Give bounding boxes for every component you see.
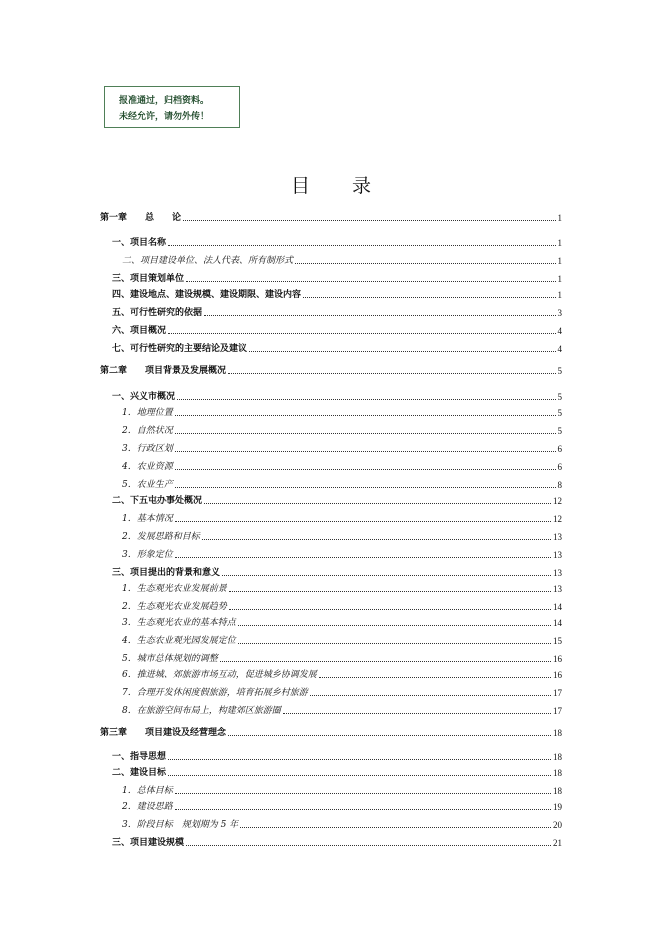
toc-entry-label: 第一章 总 论 <box>100 213 182 223</box>
toc-entry-label: 6．推进城、郊旅游市场互动，促进城乡协调发展 <box>122 670 317 680</box>
toc-entry-page: 4 <box>557 344 562 354</box>
toc-entry-label: 5．农业生产 <box>122 480 173 490</box>
toc-leader-dots <box>229 608 551 610</box>
toc-entry[interactable] <box>100 234 562 248</box>
toc-entry-page: 12 <box>553 514 562 524</box>
toc-leader-dots <box>183 219 555 221</box>
toc-entry-label: 二、下五屯办事处概况 <box>112 496 203 506</box>
toc-leader-dots <box>168 332 555 334</box>
toc-leader-dots <box>204 314 555 316</box>
toc-entry-label: 8．在旅游空间布局上，构建郊区旅游圈 <box>122 706 281 716</box>
toc-entry-page: 4 <box>557 326 562 336</box>
confidential-notice-box <box>104 86 240 128</box>
toc-entry[interactable] <box>100 724 562 738</box>
notice-line-1: 报准通过，归档资料。 <box>119 96 210 106</box>
toc-entry-label: 四、建设地点、建设规模、建设期限、建设内容 <box>112 290 302 300</box>
toc-entry[interactable] <box>100 510 562 524</box>
toc-leader-dots <box>168 758 551 760</box>
toc-entry-label: 五、可行性研究的依据 <box>112 308 203 318</box>
toc-entry[interactable] <box>100 528 562 542</box>
toc-leader-dots <box>238 642 551 644</box>
toc-entry-label: 六、项目概况 <box>112 326 167 336</box>
toc-entry[interactable] <box>100 650 562 664</box>
toc-leader-dots <box>238 624 551 626</box>
toc-leader-dots <box>186 280 555 282</box>
toc-entry[interactable] <box>100 270 562 284</box>
toc-entry-label: 5．城市总体规划的调整 <box>122 654 218 664</box>
toc-entry-label: 二、建设目标 <box>112 768 167 778</box>
toc-entry[interactable] <box>100 782 562 796</box>
toc-entry-page: 5 <box>557 408 562 418</box>
toc-leader-dots <box>175 468 556 470</box>
toc-leader-dots <box>168 244 555 246</box>
toc-leader-dots <box>168 774 551 776</box>
toc-leader-dots <box>175 808 551 810</box>
toc-entry-page: 13 <box>553 532 562 542</box>
toc-entry-label: 一、项目名称 <box>112 238 167 248</box>
toc-entry-label: 三、项目提出的背景和意义 <box>112 568 221 578</box>
toc-entry[interactable] <box>100 702 562 716</box>
toc-entry-page: 1 <box>557 274 562 284</box>
toc-entry[interactable] <box>100 422 562 436</box>
toc-entry-page: 21 <box>553 838 562 848</box>
toc-entry-label: 第三章 项目建设及经营理念 <box>100 728 227 738</box>
toc-entry-label: 2．自然状况 <box>122 426 173 436</box>
toc-entry-label: 4．农业资源 <box>122 462 173 472</box>
toc-entry-page: 5 <box>557 426 562 436</box>
toc-leader-dots <box>175 486 556 488</box>
toc-entry[interactable] <box>100 632 562 646</box>
toc-entry[interactable] <box>100 580 562 594</box>
toc-entry-page: 8 <box>557 480 562 490</box>
toc-entry-page: 1 <box>557 213 562 223</box>
toc-entry[interactable] <box>100 684 562 698</box>
toc-entry[interactable] <box>100 816 562 830</box>
toc-entry-label: 3．生态观光农业的基本特点 <box>122 618 236 628</box>
toc-entry-page: 5 <box>557 392 562 402</box>
toc-entry-page: 19 <box>553 802 562 812</box>
toc-entry[interactable] <box>100 546 562 560</box>
toc-entry-page: 13 <box>553 584 562 594</box>
toc-entry-label: 1．地理位置 <box>122 408 173 418</box>
toc-entry[interactable] <box>100 340 562 354</box>
toc-leader-dots <box>220 660 551 662</box>
toc-entry-page: 18 <box>553 768 562 778</box>
toc-entry-label: 一、指导思想 <box>112 752 167 762</box>
toc-entry[interactable] <box>100 476 562 490</box>
toc-entry[interactable] <box>100 252 562 266</box>
toc-entry[interactable] <box>100 614 562 628</box>
toc-entry-page: 1 <box>557 238 562 248</box>
toc-entry-page: 5 <box>557 366 562 376</box>
toc-leader-dots <box>186 844 551 846</box>
toc-leader-dots <box>175 432 556 434</box>
toc-entry-label: 第二章 项目背景及发展概况 <box>100 366 227 376</box>
toc-entry[interactable] <box>100 388 562 402</box>
toc-entry-label: 2．发展思路和目标 <box>122 532 200 542</box>
toc-leader-dots <box>283 712 551 714</box>
toc-entry-page: 3 <box>557 308 562 318</box>
toc-entry[interactable] <box>100 209 562 223</box>
toc-entry-page: 1 <box>557 256 562 266</box>
toc-entry-label: 4．生态农业观光园发展定位 <box>122 636 236 646</box>
page-title: 目录 <box>290 175 413 197</box>
toc-leader-dots <box>175 414 556 416</box>
toc-leader-dots <box>202 538 551 540</box>
toc-entry-page: 17 <box>553 706 562 716</box>
toc-entry-label: 三、项目建设规模 <box>112 838 185 848</box>
toc-entry[interactable] <box>100 798 562 812</box>
toc-entry-page: 1 <box>557 290 562 300</box>
toc-entry-page: 16 <box>553 654 562 664</box>
toc-leader-dots <box>295 262 555 264</box>
toc-entry[interactable] <box>100 598 562 612</box>
toc-entry-page: 16 <box>553 670 562 680</box>
toc-entry[interactable] <box>100 666 562 680</box>
toc-leader-dots <box>310 694 551 696</box>
toc-entry-page: 14 <box>553 618 562 628</box>
toc-entry-page: 18 <box>553 786 562 796</box>
toc-entry-label: 七、可行性研究的主要结论及建议 <box>112 344 248 354</box>
toc-leader-dots <box>175 450 556 452</box>
toc-entry-page: 20 <box>553 820 562 830</box>
toc-entry-page: 18 <box>553 752 562 762</box>
toc-entry-label: 1．总体目标 <box>122 786 173 796</box>
toc-entry[interactable] <box>100 304 562 318</box>
toc-entry-label: 3．形象定位 <box>122 550 173 560</box>
toc-leader-dots <box>175 556 551 558</box>
toc-entry[interactable] <box>100 564 562 578</box>
toc-leader-dots <box>240 826 551 828</box>
toc-leader-dots <box>204 502 551 504</box>
toc-entry[interactable] <box>100 492 562 506</box>
toc-entry-page: 6 <box>557 444 562 454</box>
toc-entry-label: 一、兴义市概况 <box>112 392 176 402</box>
toc-entry-page: 13 <box>553 568 562 578</box>
toc-entry-page: 18 <box>553 728 562 738</box>
toc-leader-dots <box>222 574 551 576</box>
notice-line-2: 未经允许，请勿外传！ <box>119 112 210 122</box>
toc-leader-dots <box>177 398 555 400</box>
toc-leader-dots <box>229 590 551 592</box>
toc-entry[interactable] <box>100 748 562 762</box>
toc-leader-dots <box>228 372 555 374</box>
toc-entry[interactable] <box>100 404 562 418</box>
toc-leader-dots <box>175 520 551 522</box>
toc-entry-label: 3．阶段目标 规划期为 5 年 <box>122 820 239 830</box>
toc-entry-label: 2．建设思路 <box>122 802 173 812</box>
toc-entry-page: 14 <box>553 602 562 612</box>
toc-entry[interactable] <box>100 458 562 472</box>
toc-entry[interactable] <box>100 834 562 848</box>
toc-entry[interactable] <box>100 764 562 778</box>
toc-entry[interactable] <box>100 322 562 336</box>
toc-entry-page: 12 <box>553 496 562 506</box>
toc-leader-dots <box>319 676 551 678</box>
toc-entry[interactable] <box>100 440 562 454</box>
toc-leader-dots <box>303 296 555 298</box>
toc-entry-page: 13 <box>553 550 562 560</box>
toc-entry-page: 17 <box>553 688 562 698</box>
toc-entry-page: 15 <box>553 636 562 646</box>
toc-entry[interactable] <box>100 286 562 300</box>
toc-entry-page: 6 <box>557 462 562 472</box>
toc-leader-dots <box>228 734 551 736</box>
toc-entry-label: 3．行政区划 <box>122 444 173 454</box>
toc-entry-label: 7．合理开发休闲度假旅游，培育拓展乡村旅游 <box>122 688 308 698</box>
toc-entry-label: 1．生态观光农业发展前景 <box>122 584 227 594</box>
toc-entry[interactable] <box>100 362 562 376</box>
toc-entry-label: 1．基本情况 <box>122 514 173 524</box>
toc-entry-label: 2．生态观光农业发展趋势 <box>122 602 227 612</box>
toc-leader-dots <box>175 792 551 794</box>
toc-leader-dots <box>249 350 555 352</box>
toc-entry-label: 二、项目建设单位、法人代表、所有制形式 <box>122 256 294 266</box>
toc-entry-label: 三、项目策划单位 <box>112 274 185 284</box>
